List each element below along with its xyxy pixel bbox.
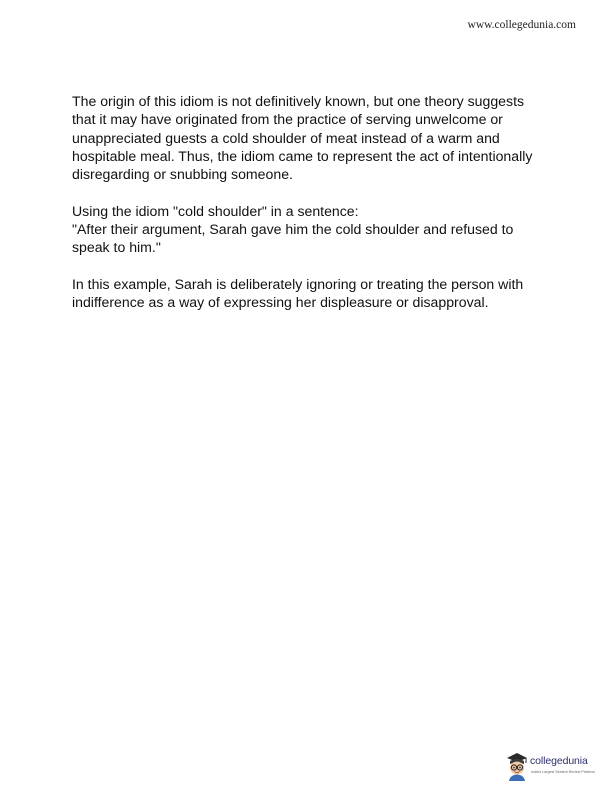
graduate-mascot-icon <box>505 752 529 782</box>
text-line: speak to him." <box>72 239 161 256</box>
paragraph-usage <box>72 202 542 257</box>
text-line: unappreciated guests a cold shoulder of meat instead of a warm and <box>72 129 500 146</box>
collegedunia-logo <box>505 752 597 788</box>
text-line: The origin of this idiom is not definitively known, but one theory suggests <box>72 93 525 109</box>
logo-tagline: India's Largest Student Review Platform <box>531 770 595 774</box>
text-line: indifference as a way of expressing her displeasure or disapproval. <box>72 294 489 311</box>
paragraph-explanation <box>72 275 542 312</box>
text-line: Using the idiom "cold shoulder" in a sentence: <box>72 202 359 219</box>
document-body <box>72 92 542 330</box>
text-line: disregarding or snubbing someone. <box>72 166 293 183</box>
text-line: that it may have originated from the practice of serving unwelcome or <box>72 111 503 128</box>
site-url: www.collegedunia.com <box>467 19 576 31</box>
logo-wordmark: collegedunia <box>530 755 588 767</box>
text-line: In this example, Sarah is deliberately ignoring or treating the person with <box>72 275 524 292</box>
text-line: "After their argument, Sarah gave him the cold shoulder and refused to <box>72 221 514 238</box>
paragraph-origin <box>72 92 542 183</box>
text-line: hospitable meal. Thus, the idiom came to represent the act of intentionally <box>72 147 533 164</box>
